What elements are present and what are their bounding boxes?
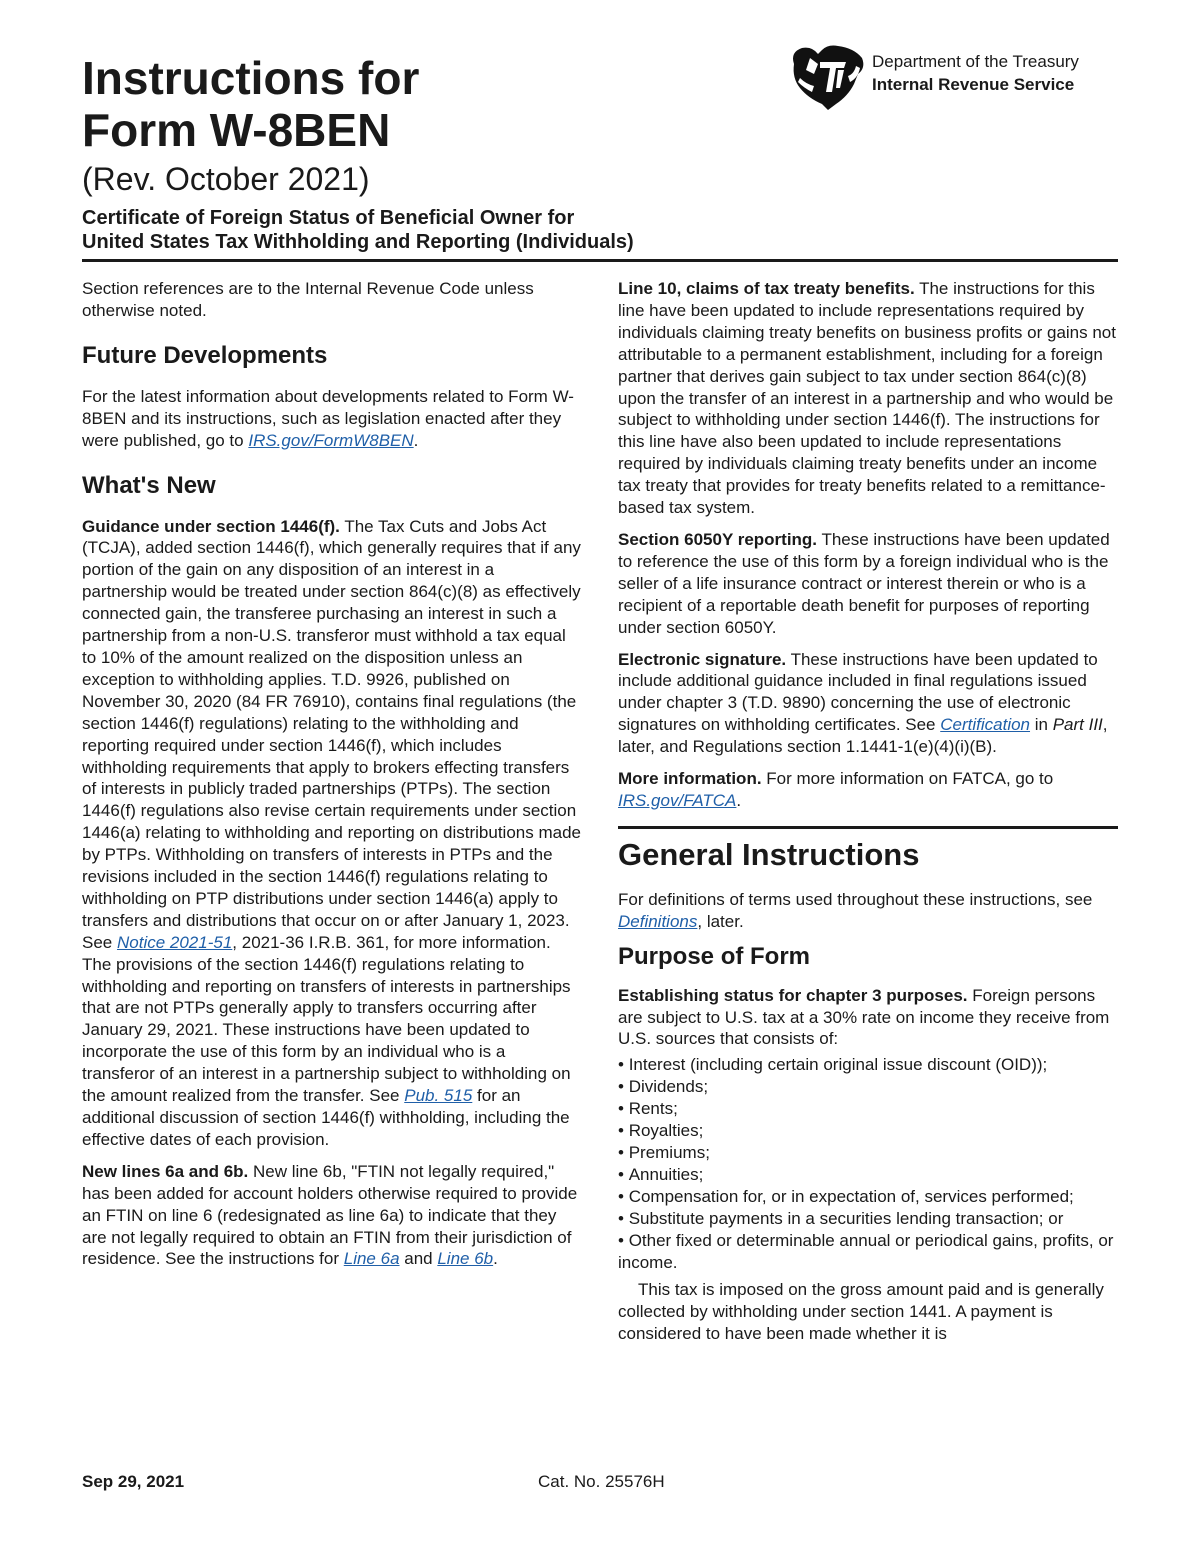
heading-general-instructions: General Instructions [618, 836, 920, 872]
electronic-signature-lead: Electronic signature. [618, 649, 787, 669]
heading-future-developments: Future Developments [82, 341, 328, 369]
line-10-paragraph [618, 278, 1118, 519]
guidance-text-2: , 2021-36 I.R.B. 361, for more information. The provisions of the section 1446(f) regulations relating to withholding and reporting on transfers of interests in partnerships that are not PTPs generally apply to transfers occurring after January 29, 2021. These instructions have been updated to incorporate the use of this form by an individual who is a transferor of an interest in a partnership subject to withholding on the amount realized from the transfer. See [82, 932, 571, 1106]
establishing-status-lead: Establishing status for chapter 3 purposes. [618, 985, 968, 1005]
header-rule [82, 259, 1118, 262]
title-line-2: Form W-8BEN [82, 104, 391, 156]
agency-text [872, 50, 1079, 96]
list-item: • Dividends; [618, 1076, 1118, 1098]
irs-gov-formw8ben-link[interactable]: IRS.gov/FormW8BEN [248, 430, 414, 450]
intro-paragraph: Section references are to the Internal Revenue Code unless otherwise noted. [82, 279, 534, 320]
section-6050y-paragraph [618, 529, 1118, 639]
pub-515-link[interactable]: Pub. 515 [404, 1086, 473, 1106]
footer-catalog-number: Cat. No. 25576H [538, 1472, 665, 1491]
future-developments-paragraph [82, 386, 582, 452]
list-item: • Annuities; [618, 1164, 1118, 1186]
esig-text-3: , later, and Regulations section 1.1441-1(e)(4)(i)(B). [618, 715, 1108, 757]
tax-imposed-paragraph: This tax is imposed on the gross amount paid and is generally collected by withholding under section 1441. A payment is considered to have been made whether it is [618, 1280, 1104, 1344]
electronic-signature-paragraph [618, 649, 1118, 759]
part-iii-ref: Part III [1052, 715, 1103, 735]
list-item: • Premiums; [618, 1142, 1118, 1164]
establishing-status-text: Foreign persons are subject to U.S. tax at a 30% rate on income they receive from U.S. sources that consists of: [618, 985, 1110, 1049]
list-item: • Compensation for, or in expectation of, services performed; [618, 1186, 1118, 1208]
section-6050y-text: These instructions have been updated to reference the use of this form by a foreign individual who is the seller of a life insurance contract or interest therein or who is a recipient of a reportable death benefit for purposes of reporting under section 6050Y. [618, 529, 1110, 637]
section-6050y-lead: Section 6050Y reporting. [618, 529, 818, 549]
future-text: For the latest information about developments related to Form W-8BEN and its instructions, such as legislation enacted after they were published, go to [82, 386, 574, 450]
form-subtitle [82, 206, 634, 254]
guidance-text-1: The Tax Cuts and Jobs Act (TCJA), added section 1446(f), which generally requires that if any portion of the gain on any disposition of an interest in a partnership would be treated under section 864(c)(8) as effectively connected gain, the transferee purchasing an interest in such a partnership from a non-U.S. transferor must withhold a tax equal to 10% of the amount realized on the disposition unless an exception to withholding applies. T.D. 9926, published on November 30, 2020 (84 FR 76910), contains final regulations (the section 1446(f) regulations) relating to the withholding and reporting required under section 1446(f), which includes withholding requirements that apply to brokers effecting transfers of interests in publicly traded partnerships (PTPs). The section 1446(f) regulations also revise certain requirements under section 1446(a) relating to withholding and reporting on distributions made by PTPs. Withholding on transfers of interests in PTPs and the revisions included in the section 1446(f) regulations relating to withholding on PTP distributions under section 1446(a) apply to transfers and distributions that occur on or after January 1, 2023. See [82, 516, 581, 952]
new-lines-and: and [399, 1249, 438, 1269]
establishing-status-paragraph [618, 985, 1118, 1051]
list-item: • Royalties; [618, 1120, 1118, 1142]
esig-text-2: in [1030, 715, 1053, 735]
left-column [82, 278, 582, 1280]
line-6b-link[interactable]: Line 6b [437, 1249, 494, 1269]
general-instructions-rule [618, 826, 1118, 829]
guidance-paragraph [82, 516, 582, 1151]
document-title [82, 52, 419, 156]
general-end: , later. [697, 911, 744, 931]
new-lines-end: . [493, 1249, 498, 1269]
new-lines-text: New line 6b, "FTIN not legally required," has been added for account holders otherwise required to provide an FTIN on line 6 (redesignated as line 6a) to indicate that they are not legally required to obtain an FTIN from their jurisdiction of residence. See the instructions for [82, 1161, 578, 1269]
subtitle-line-1: Certificate of Foreign Status of Beneficial Owner for [82, 207, 575, 229]
agency-irs: Internal Revenue Service [872, 75, 1075, 94]
more-information-lead: More information. [618, 769, 762, 789]
more-text: For more information on FATCA, go to [761, 769, 1054, 789]
more-end: . [736, 790, 742, 810]
notice-2021-51-link[interactable]: Notice 2021-51 [116, 932, 233, 952]
line-10-text: The instructions for this line have been updated to include representations required by individuals claiming treaty benefits on business profits or gains not attributable to a permanent establishment, including for a foreign partner that derives gain subject to tax under section 864(c)(8) upon the transfer of an interest in a partnership and who would be subject to withholding under section 1446(f). The instructions for this line have also been updated to include representations required by individuals claiming treaty benefits under an income tax treaty that provides for treaty benefits related to a remittance-based tax system. [618, 279, 1116, 518]
title-line-1: Instructions for [82, 52, 420, 104]
heading-purpose-of-form: Purpose of Form [618, 942, 811, 970]
guidance-text-3: for an additional discussion of section 1446(f) withholding, including the effective dates of each provision. [82, 1086, 570, 1149]
right-column [618, 278, 1118, 1355]
agency-department: Department of the Treasury [872, 52, 1079, 71]
line-6a-link[interactable]: Line 6a [343, 1249, 400, 1269]
esig-text-1: These instructions have been updated to include additional guidance included in final regulations issued under chapter 3 (T.D. 9890) concerning the use of electronic signatures on withholding certificates. See [618, 649, 1098, 735]
heading-whats-new: What's New [82, 471, 216, 499]
irs-eagle-logo-icon [788, 44, 866, 112]
general-text: For definitions of terms used throughout these instructions, see [618, 889, 1093, 909]
footer-date: Sep 29, 2021 [82, 1472, 185, 1491]
certification-link[interactable]: Certification [940, 715, 1031, 735]
irs-gov-fatca-link[interactable]: IRS.gov/FATCA [618, 790, 737, 810]
subtitle-line-2: United States Tax Withholding and Reporting (Individuals) [82, 231, 634, 253]
future-end: . [413, 430, 419, 450]
list-item: • Interest (including certain original issue discount (OID)); [618, 1054, 1118, 1076]
more-information-paragraph [618, 768, 1118, 812]
new-lines-paragraph [82, 1161, 582, 1271]
list-item: • Substitute payments in a securities lending transaction; or [618, 1208, 1118, 1230]
general-instructions-paragraph [618, 889, 1118, 933]
new-lines-lead: New lines 6a and 6b. [82, 1161, 249, 1181]
revision-date: (Rev. October 2021) [82, 161, 370, 197]
definitions-link[interactable]: Definitions [618, 911, 698, 931]
line-10-lead: Line 10, claims of tax treaty benefits. [618, 279, 915, 298]
list-item: • Rents; [618, 1098, 1118, 1120]
guidance-lead: Guidance under section 1446(f). [82, 516, 340, 536]
income-types-list [618, 1054, 1118, 1273]
list-item: • Other fixed or determinable annual or periodical gains, profits, or income. [618, 1230, 1118, 1274]
